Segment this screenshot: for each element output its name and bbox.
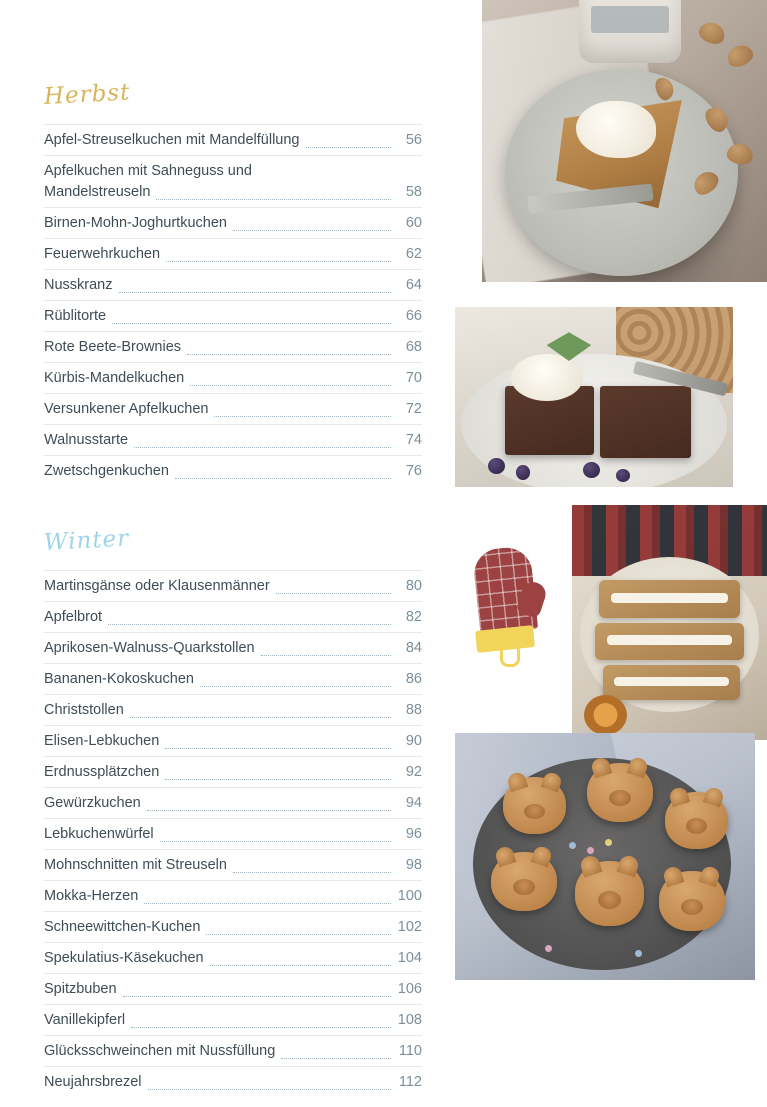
mitt-loop — [500, 646, 520, 667]
toc-entry-label: Schneewittchen-Kuchen — [44, 919, 201, 936]
toc-entry-label: Zwetschgenkuchen — [44, 463, 169, 480]
toc-entry-page: 106 — [397, 981, 422, 998]
oven-mitt-illustration — [470, 548, 548, 668]
toc-entry-page: 108 — [397, 1012, 422, 1029]
toc-entry-page: 112 — [398, 1074, 422, 1091]
toc-entry-page: 100 — [397, 888, 422, 905]
toc-entry-label: Kürbis-Mandelkuchen — [44, 370, 185, 387]
section-title-herbst: Herbst — [43, 79, 131, 110]
toc-leader-dots — [281, 1057, 391, 1059]
toc-leader-dots — [306, 146, 392, 148]
toc-entry[interactable] — [44, 818, 422, 849]
toc-entry-page: 82 — [405, 609, 422, 626]
toc-entry-label: Birnen-Mohn-Joghurtkuchen — [44, 215, 227, 232]
marzipan-pig — [503, 777, 566, 834]
toc-leader-dots — [261, 654, 391, 656]
toc-entry[interactable] — [44, 331, 422, 362]
mitt-body — [472, 545, 538, 635]
toc-entry-page: 72 — [405, 401, 422, 418]
stollen-slice — [603, 665, 740, 700]
toc-leader-dots — [276, 592, 391, 594]
toc-entry-label: Feuerwehrkuchen — [44, 246, 161, 263]
toc-leader-dots — [112, 322, 391, 324]
toc-entry[interactable] — [44, 155, 422, 207]
toc-entry-page: 68 — [405, 339, 422, 356]
toc-entry[interactable] — [44, 1066, 422, 1097]
toc-entry[interactable] — [44, 911, 422, 942]
toc-entry-label: Apfelbrot — [44, 609, 103, 626]
toc-entry-label: Lebkuchenwürfel — [44, 826, 154, 843]
toc-entry[interactable] — [44, 756, 422, 787]
marzipan-pig — [659, 871, 725, 930]
toc-entry-page: 56 — [405, 132, 422, 148]
toc-entry-label: Versunkener Apfelkuchen — [44, 401, 209, 418]
stollen-slice — [599, 580, 739, 618]
toc-entry-page: 88 — [405, 702, 422, 719]
toc-entry-label: Mokka-Herzen — [44, 888, 139, 905]
toc-entry-label: Nusskranz — [44, 277, 113, 294]
toc-entry-label: Mohnschnitten mit Streuseln — [44, 857, 227, 874]
pig-snout — [524, 804, 545, 820]
toc-entry-page: 86 — [405, 671, 422, 688]
pig-snout — [598, 891, 621, 909]
toc-entry[interactable] — [44, 725, 422, 756]
mitt-thumb — [515, 579, 548, 619]
toc-entry-page: 92 — [405, 764, 422, 781]
toc-entry[interactable] — [44, 601, 422, 632]
toc-entry[interactable] — [44, 787, 422, 818]
pig-snout — [686, 818, 707, 834]
toc-entry-label: Aprikosen-Walnuss-Quarkstollen — [44, 640, 255, 657]
toc-leader-dots — [148, 1088, 391, 1090]
marzipan-lucky-pigs-photo — [455, 733, 755, 980]
toc-entry-label-line1: Apfelkuchen mit Sahneguss und — [44, 163, 252, 180]
toc-leader-dots — [147, 809, 391, 811]
cream-dollop — [511, 354, 583, 401]
stollen-slice — [595, 623, 743, 661]
cream-dollop — [576, 101, 656, 159]
toc-entry-page: 80 — [405, 578, 422, 595]
section-spacer — [44, 496, 422, 530]
confetti-dot — [587, 847, 594, 854]
table-of-contents — [43, 79, 422, 1107]
toc-leader-dots — [214, 415, 391, 417]
toc-leader-dots — [119, 291, 392, 293]
marzipan-pig — [665, 792, 728, 849]
toc-leader-dots — [206, 933, 391, 935]
toc-leader-dots — [175, 477, 391, 479]
toc-entry[interactable] — [44, 1035, 422, 1066]
toc-entry[interactable] — [44, 632, 422, 663]
toc-entry-page: 90 — [405, 733, 422, 750]
confetti-dot — [569, 842, 576, 849]
toc-entry-label: Rote Beete-Brownies — [44, 339, 182, 356]
toc-entry-label: Neujahrsbrezel — [44, 1074, 142, 1091]
toc-entry-label: Spekulatius-Käsekuchen — [44, 950, 204, 967]
toc-entry-page: 98 — [405, 857, 422, 874]
toc-entry[interactable] — [44, 269, 422, 300]
toc-leader-dots — [131, 1026, 391, 1028]
pig-snout — [513, 879, 535, 896]
ceramic-jar — [579, 0, 682, 63]
toc-entry-label: Rüblitorte — [44, 308, 107, 325]
toc-entry-label: Vanillekipferl — [44, 1012, 126, 1029]
toc-leader-dots — [233, 229, 391, 231]
toc-entry-page: 64 — [405, 277, 422, 294]
toc-leader-dots — [134, 446, 391, 448]
toc-entry-label-line2: Mandelstreuseln — [44, 184, 151, 201]
section-title-winter: Winter — [43, 525, 130, 557]
toc-leader-dots — [144, 902, 391, 904]
toc-entry[interactable] — [44, 1004, 422, 1035]
pig-snout — [681, 899, 703, 916]
toc-entry-page: 58 — [405, 184, 422, 201]
toc-entry-label: Spitzbuben — [44, 981, 117, 998]
toc-entry[interactable] — [44, 300, 422, 331]
berry — [616, 469, 630, 482]
toc-entry[interactable] — [44, 973, 422, 1004]
toc-entry-page: 110 — [398, 1043, 422, 1060]
toc-entry[interactable] — [44, 880, 422, 911]
toc-entry-page: 62 — [405, 246, 422, 263]
berry — [583, 462, 600, 478]
toc-entry[interactable] — [44, 393, 422, 424]
toc-entry-label: Martinsgänse oder Klausenmänner — [44, 578, 270, 595]
mitt-cuff — [475, 625, 535, 653]
toc-leader-dots — [190, 384, 391, 386]
toc-entry-label: Erdnussplätzchen — [44, 764, 160, 781]
berry — [516, 465, 530, 479]
brownie-square — [600, 386, 692, 458]
almond-tart-slice-photo — [482, 0, 767, 282]
pig-snout — [609, 790, 631, 807]
marzipan-pig — [587, 763, 653, 822]
toc-entry[interactable] — [44, 238, 422, 269]
toc-leader-dots — [166, 260, 391, 262]
toc-leader-dots — [165, 747, 391, 749]
toc-leader-dots — [156, 198, 391, 200]
toc-entry-label: Gewürzkuchen — [44, 795, 141, 812]
toc-entry-page: 104 — [397, 950, 422, 967]
toc-entry-label: Glücksschweinchen mit Nussfüllung — [44, 1043, 276, 1060]
toc-leader-dots — [130, 716, 391, 718]
toc-leader-dots — [160, 840, 391, 842]
toc-entry[interactable] — [44, 455, 422, 486]
toc-entry-page: 76 — [405, 463, 422, 480]
toc-entry[interactable] — [44, 424, 422, 455]
toc-section-winter — [43, 525, 422, 1097]
toc-leader-dots — [233, 871, 391, 873]
toc-entry-page: 96 — [405, 826, 422, 843]
toc-entry-page: 84 — [405, 640, 422, 657]
beetroot-brownies-photo — [455, 307, 733, 487]
toc-entry-label: Bananen-Kokoskuchen — [44, 671, 194, 688]
toc-entry-page: 74 — [405, 432, 422, 449]
toc-entry[interactable] — [44, 942, 422, 973]
toc-leader-dots — [210, 964, 391, 966]
marzipan-pig — [491, 852, 557, 911]
toc-leader-dots — [123, 995, 391, 997]
toc-entry-page: 102 — [397, 919, 422, 936]
toc-entry[interactable] — [44, 362, 422, 393]
toc-leader-dots — [165, 778, 391, 780]
toc-section-herbst — [43, 79, 422, 486]
toc-entry-label: Apfel-Streuselkuchen mit Mandelfüllung — [44, 132, 300, 148]
dried-orange-slice — [584, 695, 627, 735]
toc-entry[interactable] — [44, 124, 422, 155]
toc-entry[interactable] — [44, 663, 422, 694]
toc-entry[interactable] — [44, 849, 422, 880]
toc-entry-page: 94 — [405, 795, 422, 812]
toc-leader-dots — [108, 623, 391, 625]
toc-entry-label: Walnusstarte — [44, 432, 129, 449]
toc-entry-label: Elisen-Lebkuchen — [44, 733, 160, 750]
toc-entry[interactable] — [44, 207, 422, 238]
toc-entry-label: Christstollen — [44, 702, 124, 719]
toc-entry-page: 66 — [405, 308, 422, 325]
toc-entry-label — [44, 161, 344, 182]
toc-entry-page: 60 — [405, 215, 422, 232]
toc-entry-page: 70 — [405, 370, 422, 387]
marzipan-pig — [575, 861, 644, 925]
toc-leader-dots — [187, 353, 391, 355]
toc-entry[interactable] — [44, 570, 422, 601]
toc-entry[interactable] — [44, 694, 422, 725]
toc-leader-dots — [200, 685, 391, 687]
quark-stollen-slices-photo — [572, 505, 767, 740]
